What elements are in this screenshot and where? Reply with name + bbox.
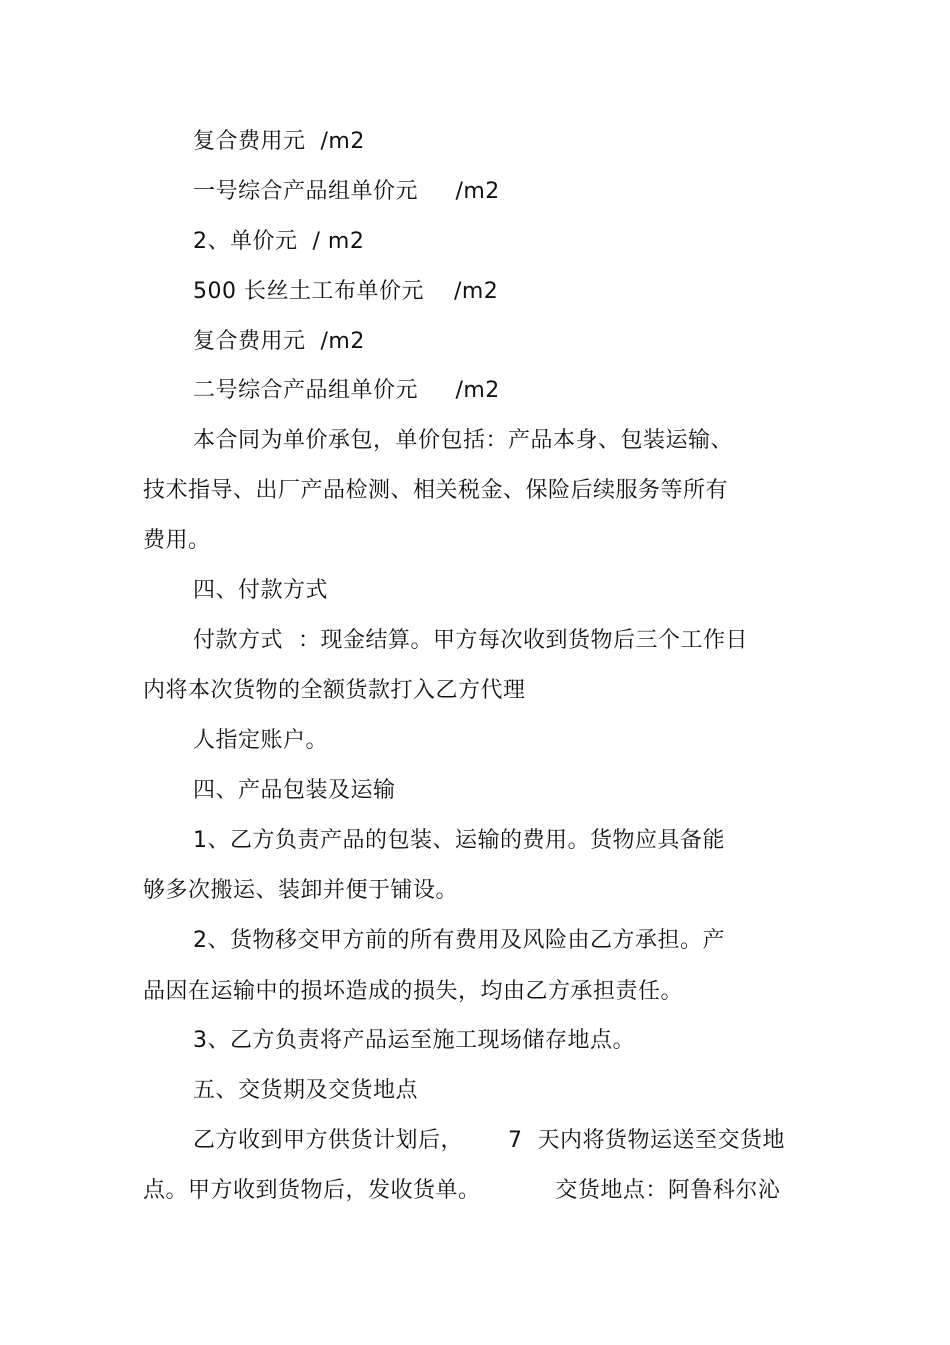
text-line-16: 够多次搬运、装卸并便于铺设。	[143, 878, 459, 903]
text-line-12: 内将本次货物的全额货款打入乙方代理	[143, 678, 526, 703]
section-heading-payment: 四、付款方式	[193, 578, 329, 603]
text-line-7: 本合同为单价承包，单价包括：产品本身、包装运输、	[193, 428, 734, 453]
section-heading-delivery: 五、交货期及交货地点	[193, 1078, 419, 1103]
text-line-1: 复合费用元 /m2	[193, 129, 365, 154]
section-heading-packaging: 四、产品包装及运输	[193, 778, 396, 803]
text-line-15: 1、乙方负责产品的包装、运输的费用。货物应具备能	[193, 828, 725, 853]
text-line-6: 二号综合产品组单价元 /m2	[193, 378, 500, 403]
text-line-11: 付款方式 ：现金结算。甲方每次收到货物后三个工作日	[193, 628, 748, 653]
text-line-19: 3、乙方负责将产品运至施工现场储存地点。	[193, 1028, 635, 1053]
text-line-9: 费用。	[143, 528, 211, 553]
text-line-17: 2、货物移交甲方前的所有费用及风险由乙方承担。产	[193, 928, 725, 953]
text-line-8: 技术指导、出厂产品检测、相关税金、保险后续服务等所有	[143, 478, 729, 503]
text-line-3: 2、单价元 / m2	[193, 229, 365, 254]
text-line-22: 点。甲方收到货物后，发收货单。 交货地点：阿鲁科尔沁	[143, 1178, 781, 1203]
text-line-5: 复合费用元 /m2	[193, 329, 365, 354]
text-line-21: 乙方收到甲方供货计划后， 7 天内将货物运送至交货地	[193, 1128, 785, 1153]
text-line-4: 500 长丝土工布单价元 /m2	[193, 279, 499, 304]
text-line-2: 一号综合产品组单价元 /m2	[193, 179, 500, 204]
text-line-13: 人指定账户。	[193, 728, 329, 753]
text-line-18: 品因在运输中的损坏造成的损失，均由乙方承担责任。	[143, 979, 684, 1004]
